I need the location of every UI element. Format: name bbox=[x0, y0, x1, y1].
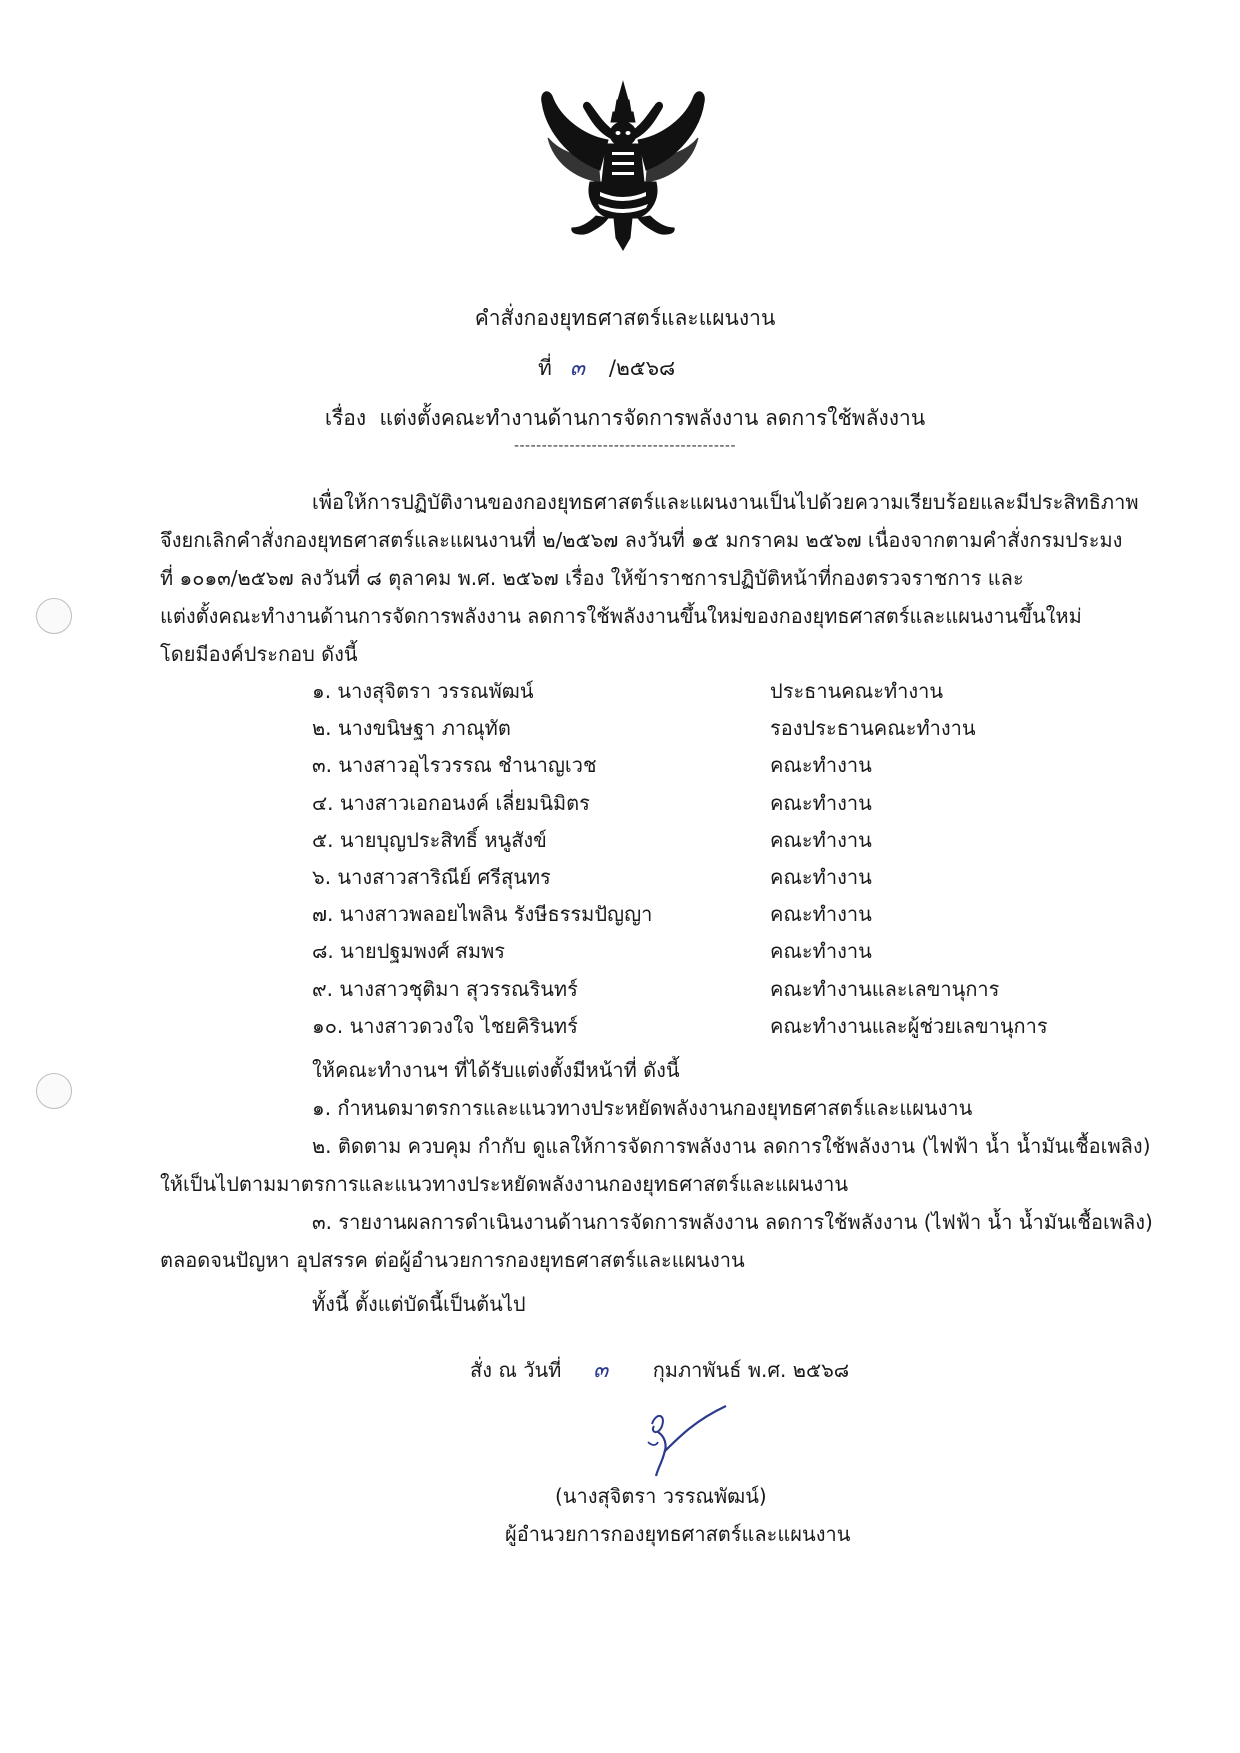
subject-line bbox=[0, 402, 1240, 435]
signer-name: (นางสุจิตรา วรรณพัฒน์) bbox=[555, 1484, 767, 1508]
subject-label: เรื่อง bbox=[324, 406, 367, 430]
member-role-1: ประธานคณะทำงาน bbox=[770, 679, 944, 703]
member-role-6: คณะทำงาน bbox=[770, 865, 872, 889]
intro-line-4: แต่งตั้งคณะทำงานด้านการจัดการพลังงาน ลดการใช้พลังงานขึ้นใหม่ของกองยุทธศาสตร์และแผนงานขึ้นใหม่ bbox=[160, 604, 1082, 628]
order-number-label: ที่ bbox=[538, 356, 552, 380]
order-number-year: /๒๕๖๘ bbox=[608, 356, 676, 380]
member-name-8: ๘. นายปฐมพงศ์ สมพร bbox=[312, 939, 505, 963]
member-role-4: คณะทำงาน bbox=[770, 791, 872, 815]
member-name-7: ๗. นางสาวพลอยไพลิน รังษีธรรมปัญญา bbox=[312, 902, 653, 926]
ordered-prefix: สั่ง ณ วันที่ bbox=[470, 1358, 562, 1382]
handwritten-signature bbox=[628, 1392, 738, 1482]
signer-position: ผู้อำนวยการกองยุทธศาสตร์และแผนงาน bbox=[505, 1522, 851, 1546]
punch-hole-top bbox=[36, 598, 72, 634]
member-name-2: ๒. นางขนิษฐา ภาณุทัต bbox=[312, 716, 511, 740]
member-name-6: ๖. นางสาวสาริณีย์ ศรีสุนทร bbox=[312, 865, 551, 889]
member-name-9: ๙. นางสาวชุติมา สุวรรณรินทร์ bbox=[312, 977, 578, 1001]
member-name-10: ๑๐. นางสาวดวงใจ ไชยคิรินทร์ bbox=[312, 1014, 578, 1038]
member-role-9: คณะทำงานและเลขานุการ bbox=[770, 977, 1000, 1001]
duty-1: ๑. กำหนดมาตรการและแนวทางประหยัดพลังงานกองยุทธศาสตร์และแผนงาน bbox=[312, 1096, 973, 1120]
ordered-date bbox=[470, 1352, 849, 1387]
member-name-3: ๓. นางสาวอุไรวรรณ ชำนาญเวช bbox=[312, 753, 597, 777]
intro-line-1: เพื่อให้การปฏิบัติงานของกองยุทธศาสตร์และแผนงานเป็นไปด้วยความเรียบร้อยและมีประสิทธิภาพ bbox=[312, 490, 1139, 514]
duty-2-line-2: ให้เป็นไปตามมาตรการและแนวทางประหยัดพลังงานกองยุทธศาสตร์และแผนงาน bbox=[160, 1172, 849, 1196]
punch-hole-bottom bbox=[36, 1073, 72, 1109]
intro-line-2: จึงยกเลิกคำสั่งกองยุทธศาสตร์และแผนงานที่ ๒/๒๕๖๗ ลงวันที่ ๑๕ มกราคม ๒๕๖๗ เนื่องจากตามคำสั่งกรมประมง bbox=[160, 528, 1123, 552]
duty-3-line-1: ๓. รายงานผลการดำเนินงานด้านการจัดการพลังงาน ลดการใช้พลังงาน (ไฟฟ้า น้ำ น้ำมันเชื้อเพลิง) bbox=[312, 1210, 1153, 1234]
duties-intro: ให้คณะทำงานฯ ที่ได้รับแต่งตั้งมีหน้าที่ ดังนี้ bbox=[312, 1058, 680, 1082]
member-role-10: คณะทำงานและผู้ช่วยเลขานุการ bbox=[770, 1014, 1048, 1038]
member-role-8: คณะทำงาน bbox=[770, 939, 872, 963]
member-name-1: ๑. นางสุจิตรา วรรณพัฒน์ bbox=[312, 679, 534, 703]
duty-3-line-2: ตลอดจนปัญหา อุปสรรค ต่อผู้อำนวยการกองยุทธศาสตร์และแผนงาน bbox=[160, 1248, 745, 1272]
member-role-2: รองประธานคณะทำงาน bbox=[770, 716, 976, 740]
member-role-7: คณะทำงาน bbox=[770, 902, 872, 926]
effective-statement: ทั้งนี้ ตั้งแต่บัดนี้เป็นต้นไป bbox=[312, 1292, 526, 1316]
subject-text: แต่งตั้งคณะทำงานด้านการจัดการพลังงาน ลดการใช้พลังงาน bbox=[379, 406, 926, 430]
duty-2-line-1: ๒. ติดตาม ควบคุม กำกับ ดูแลให้การจัดการพลังงาน ลดการใช้พลังงาน (ไฟฟ้า น้ำ น้ำมันเชื้อเพลิง) bbox=[312, 1134, 1151, 1158]
ordered-month-year: กุมภาพันธ์ พ.ศ. ๒๕๖๘ bbox=[652, 1358, 850, 1382]
garuda-emblem bbox=[538, 78, 708, 253]
member-name-5: ๕. นายบุญประสิทธิ์ หนูสังข์ bbox=[312, 828, 547, 852]
intro-line-5: โดยมีองค์ประกอบ ดังนี้ bbox=[160, 642, 358, 666]
intro-line-3: ที่ ๑๐๑๓/๒๕๖๗ ลงวันที่ ๘ ตุลาคม พ.ศ. ๒๕๖๗ เรื่อง ให้ข้าราชการปฏิบัติหน้าที่กองตรวจราชการ และ bbox=[160, 566, 1024, 590]
ordered-day: ๓ bbox=[593, 1358, 609, 1383]
divider: ---------------------------------------- bbox=[513, 438, 737, 454]
member-role-3: คณะทำงาน bbox=[770, 753, 872, 777]
member-name-4: ๔. นางสาวเอกอนงค์ เลี่ยมนิมิตร bbox=[312, 791, 590, 815]
document-title: คำสั่งกองยุทธศาสตร์และแผนงาน bbox=[474, 306, 776, 330]
member-role-5: คณะทำงาน bbox=[770, 828, 872, 852]
order-number bbox=[538, 350, 675, 385]
order-number-value: ๓ bbox=[569, 356, 585, 381]
